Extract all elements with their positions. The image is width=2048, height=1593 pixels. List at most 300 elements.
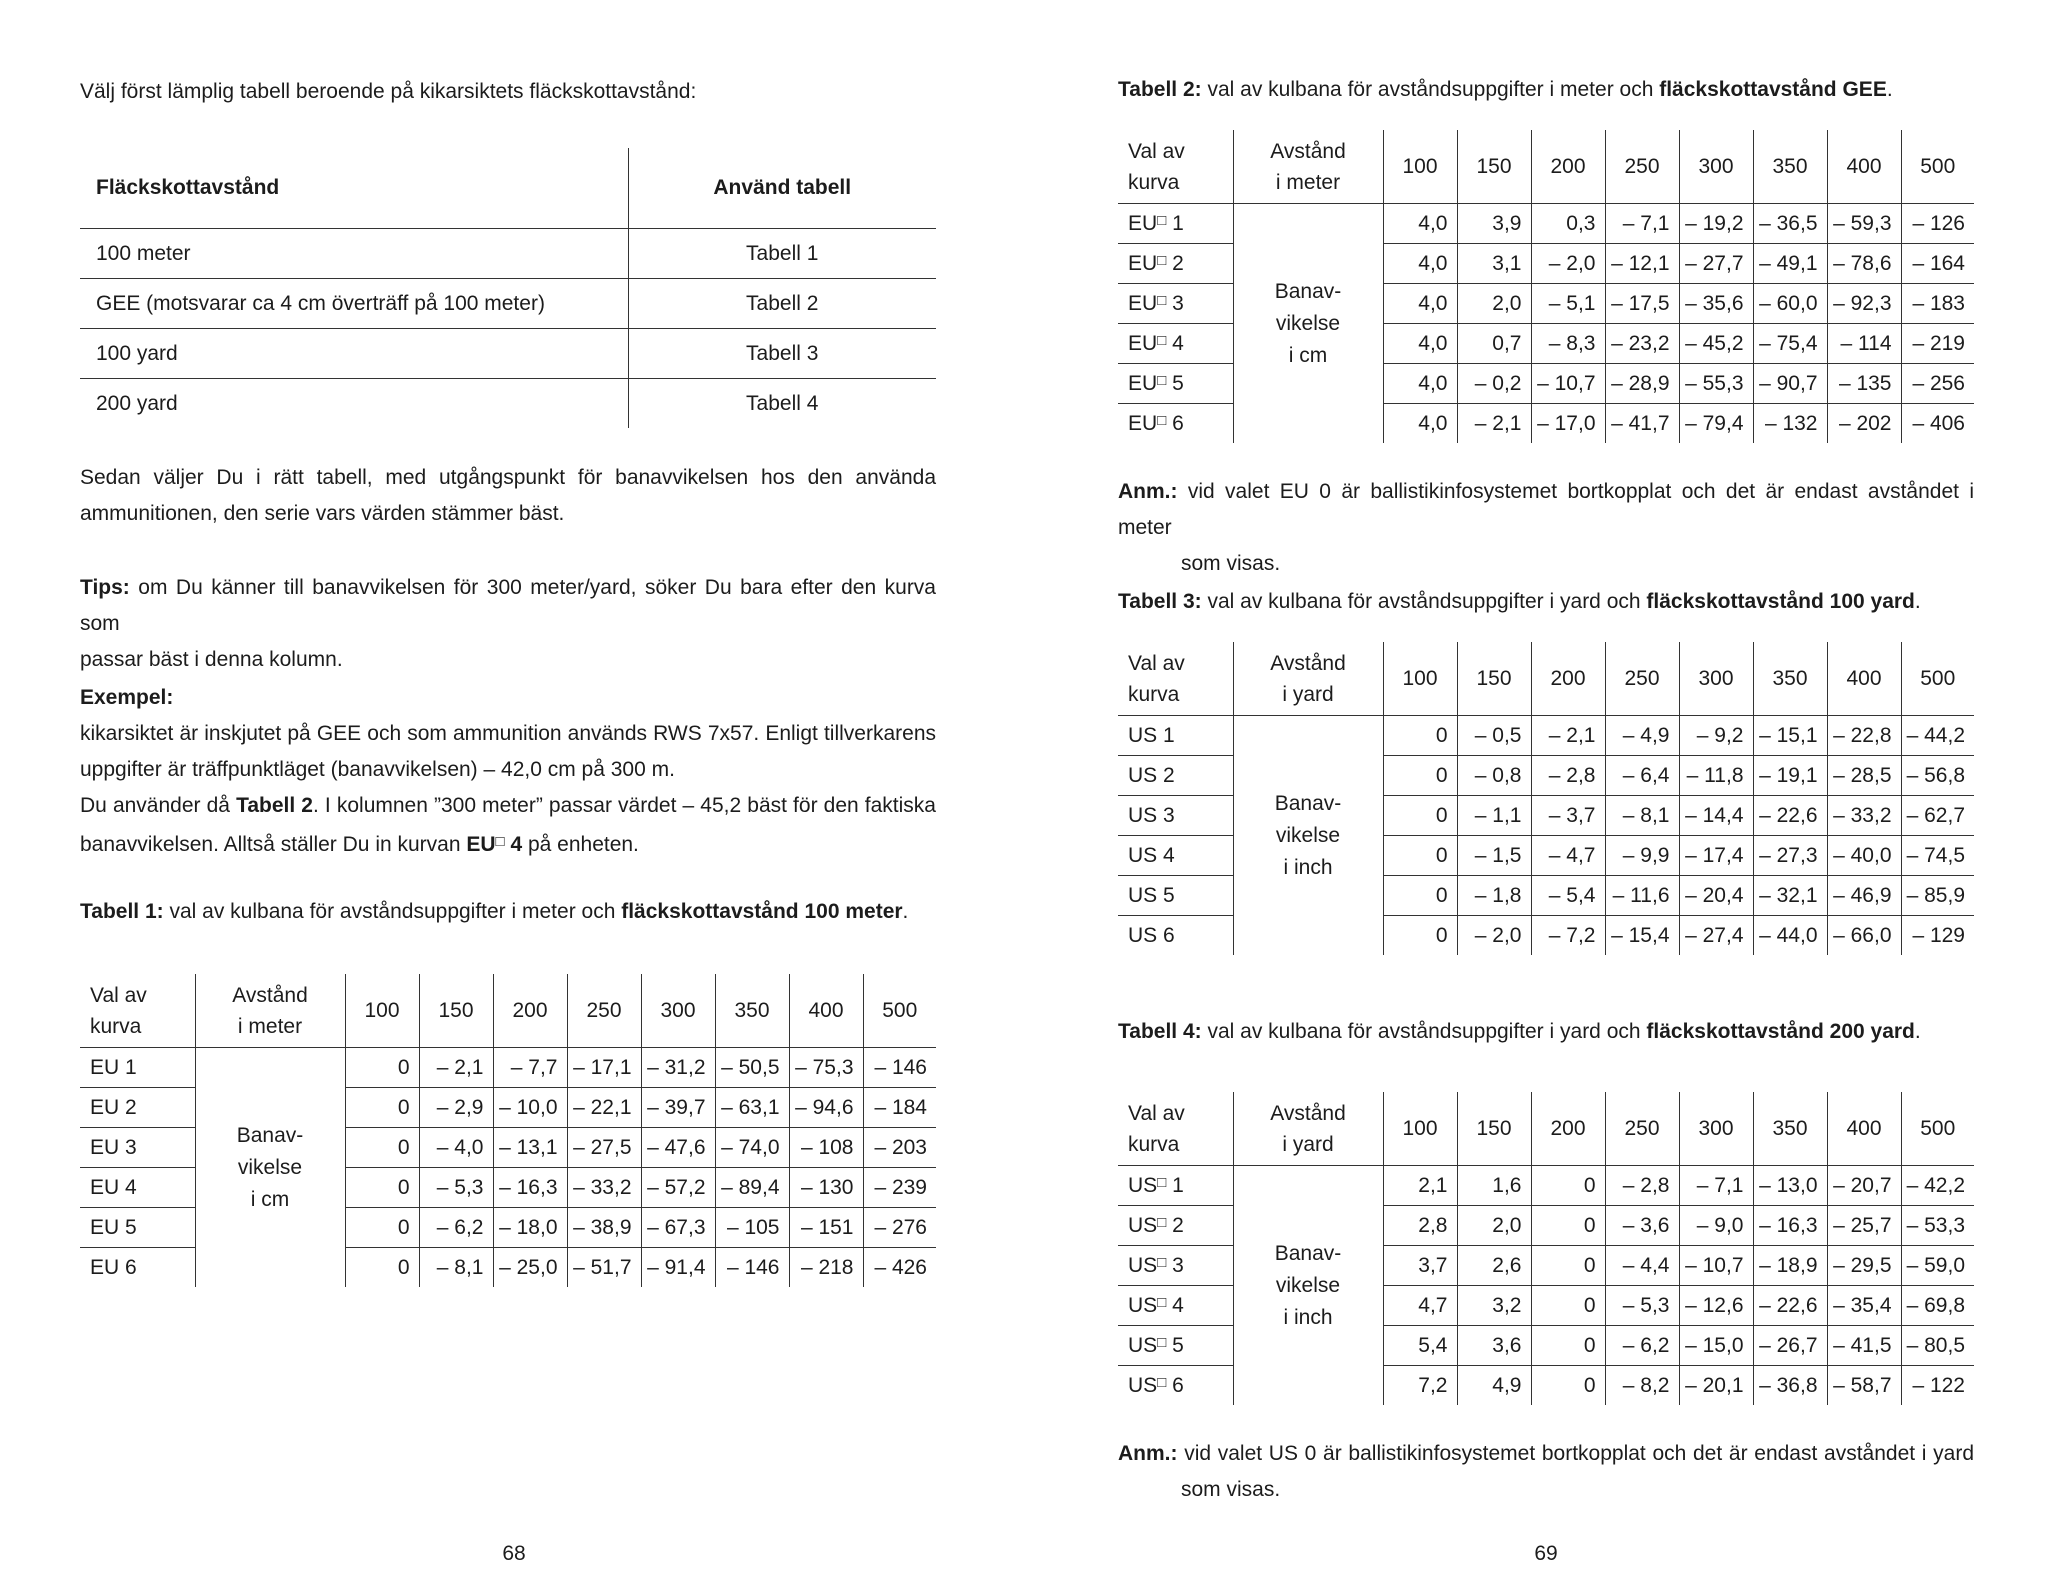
table-cell: – 15,4 — [1605, 916, 1679, 956]
table-cell: – 10,0 — [493, 1088, 567, 1128]
table-cell: – 203 — [863, 1128, 936, 1168]
table-cell: 3,7 — [1383, 1246, 1457, 1286]
table-cell: – 4,0 — [419, 1128, 493, 1168]
table-cell: – 4,9 — [1605, 716, 1679, 756]
tips-paragraph — [80, 570, 936, 678]
choice-table-ref: Tabell 4 — [628, 379, 936, 429]
curve-number: 4 — [504, 833, 523, 856]
curve-number: 5 — [1166, 371, 1184, 395]
table-cell: – 9,2 — [1679, 716, 1753, 756]
table-cell: – 20,4 — [1679, 876, 1753, 916]
anm1-line-2: som visas. — [1181, 552, 1281, 575]
table-row — [1118, 1166, 1974, 1206]
curve-prefix: US 6 — [1128, 923, 1175, 947]
choice-row — [80, 329, 936, 379]
table-cell: – 132 — [1753, 404, 1827, 444]
header-distance-line: i meter — [1275, 170, 1341, 194]
header-distance-value: 100 — [1383, 130, 1457, 204]
example-line-1: kikarsiktet är inskjutet på GEE och som ammunition används RWS 7x57. Enligt tillverkarens — [80, 722, 936, 745]
curve-label — [1118, 876, 1233, 916]
table-cell: – 10,7 — [1531, 364, 1605, 404]
table-row — [1118, 716, 1974, 756]
table-cell: – 39,7 — [641, 1088, 715, 1128]
curve-number: 2 — [1166, 251, 1184, 275]
header-distance-value: 150 — [1457, 642, 1531, 716]
table-cell: – 19,1 — [1753, 756, 1827, 796]
curve-label — [1118, 284, 1233, 324]
table-cell: – 15,1 — [1753, 716, 1827, 756]
header-distance-value: 400 — [1827, 1092, 1901, 1166]
sedan-line-1: Sedan väljer Du i rätt tabell, med utgångspunkt för banavvikelsen hos den använda — [80, 466, 936, 489]
header-distance-value: 250 — [1605, 642, 1679, 716]
intro-text: Välj först lämplig tabell beroende på kikarsiktets fläckskottavstånd: — [80, 80, 697, 103]
table-cell: – 20,7 — [1827, 1166, 1901, 1206]
table-cell: – 33,2 — [1827, 796, 1901, 836]
table-cell: – 69,8 — [1901, 1286, 1974, 1326]
curve-label — [1118, 1366, 1233, 1406]
table-cell: – 57,2 — [641, 1168, 715, 1208]
table-cell: – 11,6 — [1605, 876, 1679, 916]
header-distance-value: 100 — [1383, 1092, 1457, 1166]
table-cell: – 60,0 — [1753, 284, 1827, 324]
table-cell: – 4,4 — [1605, 1246, 1679, 1286]
choice-distance: 100 yard — [80, 329, 628, 379]
table-cell: – 22,6 — [1753, 1286, 1827, 1326]
table-cell: – 63,1 — [715, 1088, 789, 1128]
header-distance-value: 250 — [567, 974, 641, 1048]
table-cell: – 5,3 — [1605, 1286, 1679, 1326]
table-cell: 2,1 — [1383, 1166, 1457, 1206]
header-distance-value: 500 — [1901, 642, 1974, 716]
square-symbol-icon: □ — [1157, 1373, 1167, 1391]
curve-label — [1118, 204, 1233, 244]
curve-label — [1118, 1326, 1233, 1366]
sedan-line-2: ammunitionen, den serie vars värden stämmer bäst. — [80, 502, 565, 525]
header-distance-value: 350 — [1753, 642, 1827, 716]
table-header-row — [1118, 642, 1974, 716]
square-symbol-icon: □ — [1157, 1213, 1167, 1231]
note-text: vid valet EU 0 är ballistikinfosystemet bortkopplat och det är endast avståndet i meter — [1118, 480, 1974, 539]
header-distance-value: 300 — [641, 974, 715, 1048]
table-cell: – 22,8 — [1827, 716, 1901, 756]
table-cell: – 74,5 — [1901, 836, 1974, 876]
note-text: vid valet US 0 är ballistikinfosystemet bortkopplat och det är endast avståndet i yard — [1177, 1442, 1974, 1465]
table-cell: – 426 — [863, 1248, 936, 1288]
header-distance — [1233, 130, 1383, 204]
table-cell: 0 — [1531, 1326, 1605, 1366]
table-cell: – 27,4 — [1679, 916, 1753, 956]
curve-label — [80, 1088, 195, 1128]
table-cell: 3,1 — [1457, 244, 1531, 284]
unit-label-line: i cm — [250, 1187, 290, 1211]
table-cell: – 12,1 — [1605, 244, 1679, 284]
table-cell: – 59,0 — [1901, 1246, 1974, 1286]
table-cell: 0 — [1383, 716, 1457, 756]
header-distance-line: i yard — [1282, 1132, 1334, 1156]
sedan-paragraph — [80, 460, 936, 532]
caption-text: val av kulbana för avståndsuppgifter i meter och — [163, 900, 622, 923]
table-cell: – 25,7 — [1827, 1206, 1901, 1246]
table-cell: 4,0 — [1383, 204, 1457, 244]
table-cell: – 26,7 — [1753, 1326, 1827, 1366]
square-symbol-icon: □ — [1157, 251, 1167, 269]
table-cell: – 27,5 — [567, 1128, 641, 1168]
table-cell: – 8,3 — [1531, 324, 1605, 364]
table-cell: – 38,9 — [567, 1208, 641, 1248]
table-cell: 3,2 — [1457, 1286, 1531, 1326]
table-cell: – 1,8 — [1457, 876, 1531, 916]
table-cell: – 90,7 — [1753, 364, 1827, 404]
caption-text: val av kulbana för avståndsuppgifter i yard och — [1201, 1020, 1647, 1043]
table-cell: 0 — [345, 1128, 419, 1168]
header-distance-value: 250 — [1605, 1092, 1679, 1166]
table-cell: – 2,1 — [1531, 716, 1605, 756]
table-cell: 4,0 — [1383, 244, 1457, 284]
table-cell: 0 — [1531, 1286, 1605, 1326]
curve-prefix: US — [1128, 1253, 1158, 1277]
header-distance-value: 100 — [1383, 642, 1457, 716]
table-cell: – 18,0 — [493, 1208, 567, 1248]
curve-prefix: EU 6 — [90, 1255, 137, 1279]
curve-number: 1 — [1166, 1173, 1184, 1197]
curve-prefix: US — [1128, 1173, 1158, 1197]
right-page — [1118, 0, 1974, 1593]
example-bold-table: Tabell 2 — [236, 794, 313, 817]
caption-bold: fläckskottavstånd 100 yard — [1646, 590, 1915, 613]
curve-number: 4 — [1166, 331, 1184, 355]
header-distance-value: 350 — [715, 974, 789, 1048]
table-cell: – 44,2 — [1901, 716, 1974, 756]
example-text: . I kolumnen ”300 meter” passar värdet – 45,2 bäst för den faktiska — [312, 794, 936, 817]
table-cell: – 135 — [1827, 364, 1901, 404]
table-cell: – 85,9 — [1901, 876, 1974, 916]
table-cell: – 3,6 — [1605, 1206, 1679, 1246]
choice-distance: 200 yard — [96, 391, 178, 415]
table-cell: – 114 — [1827, 324, 1901, 364]
table-cell: – 51,7 — [567, 1248, 641, 1288]
table-cell: 0,3 — [1531, 204, 1605, 244]
table-cell: – 56,8 — [1901, 756, 1974, 796]
curve-label — [1118, 404, 1233, 444]
example-bold-curve — [466, 833, 522, 856]
choice-head-table: Använd tabell — [628, 148, 936, 229]
table-cell: – 31,2 — [641, 1048, 715, 1088]
table-cell: – 91,4 — [641, 1248, 715, 1288]
square-symbol-icon: □ — [1157, 1173, 1167, 1191]
square-symbol-icon: □ — [1157, 371, 1167, 389]
header-distance-value: 200 — [1531, 130, 1605, 204]
header-distance-value: 350 — [1753, 130, 1827, 204]
caption-period: . — [1914, 590, 1921, 613]
header-curve — [1118, 642, 1233, 716]
curve-prefix: US — [1128, 1213, 1158, 1237]
table-cell: 2,8 — [1383, 1206, 1457, 1246]
header-distance — [1233, 1092, 1383, 1166]
square-symbol-icon: □ — [495, 833, 505, 850]
table-cell: 0 — [1383, 796, 1457, 836]
table-cell: – 8,2 — [1605, 1366, 1679, 1406]
anm1-note — [1118, 474, 1974, 582]
square-symbol-icon: □ — [1157, 211, 1167, 229]
table-cell: – 13,1 — [493, 1128, 567, 1168]
header-curve-line: Val av — [1128, 651, 1185, 675]
page-number: 68 — [502, 1542, 526, 1565]
square-symbol-icon: □ — [1157, 1253, 1167, 1271]
table-cell: – 126 — [1901, 204, 1974, 244]
table-cell: – 9,9 — [1605, 836, 1679, 876]
table-cell: – 74,0 — [715, 1128, 789, 1168]
caption-text: val av kulbana för avståndsuppgifter i meter och — [1201, 78, 1660, 101]
example-text: Du använder då — [80, 794, 237, 817]
caption-label: Tabell 2: — [1118, 78, 1202, 101]
table-cell: – 94,6 — [789, 1088, 863, 1128]
curve-prefix: EU — [1128, 211, 1158, 235]
header-distance-line: Avstånd — [1270, 139, 1346, 163]
table-cell: – 129 — [1901, 916, 1974, 956]
unit-label-line: vikelse — [1275, 1273, 1341, 1297]
header-curve-line: kurva — [1128, 170, 1180, 194]
caption-label: Tabell 1: — [80, 900, 164, 923]
curve-label — [1118, 716, 1233, 756]
table-cell: – 40,0 — [1827, 836, 1901, 876]
table-cell: – 58,7 — [1827, 1366, 1901, 1406]
header-distance-value: 400 — [1827, 130, 1901, 204]
caption-text: val av kulbana för avståndsuppgifter i yard och — [1201, 590, 1647, 613]
table-cell: – 89,4 — [715, 1168, 789, 1208]
header-distance-value: 500 — [1901, 1092, 1974, 1166]
curve-label — [1118, 1286, 1233, 1326]
square-symbol-icon: □ — [1157, 1293, 1167, 1311]
example-paragraph — [80, 680, 936, 863]
header-distance-value: 100 — [345, 974, 419, 1048]
curve-prefix: US 5 — [1128, 883, 1175, 907]
curve-prefix: EU 5 — [90, 1215, 137, 1239]
table-cell: – 9,0 — [1679, 1206, 1753, 1246]
header-distance-value: 500 — [863, 974, 936, 1048]
table-cell: 7,2 — [1383, 1366, 1457, 1406]
header-curve — [1118, 1092, 1233, 1166]
table-cell: 3,6 — [1457, 1326, 1531, 1366]
header-distance-value: 300 — [1679, 642, 1753, 716]
anm2-line-2: som visas. — [1181, 1478, 1281, 1501]
table-cell: 2,0 — [1457, 1206, 1531, 1246]
table-cell: – 8,1 — [419, 1248, 493, 1288]
table-cell: – 183 — [1901, 284, 1974, 324]
table-cell: – 27,3 — [1753, 836, 1827, 876]
table-cell: – 2,1 — [1457, 404, 1531, 444]
table-cell: – 44,0 — [1753, 916, 1827, 956]
table-cell: – 2,9 — [419, 1088, 493, 1128]
table-cell: – 2,0 — [1457, 916, 1531, 956]
unit-label — [1233, 716, 1383, 956]
table-cell: – 7,1 — [1605, 204, 1679, 244]
unit-label-line: Banav- — [1274, 279, 1342, 303]
table-cell: 4,0 — [1383, 404, 1457, 444]
table-cell: – 219 — [1901, 324, 1974, 364]
table-cell: – 7,2 — [1531, 916, 1605, 956]
table-cell: 2,0 — [1457, 284, 1531, 324]
tabell4-caption — [1118, 1014, 1974, 1050]
table-cell: – 406 — [1901, 404, 1974, 444]
tabell2-table — [1118, 130, 1974, 443]
header-curve — [1118, 130, 1233, 204]
table-cell: – 239 — [863, 1168, 936, 1208]
curve-label — [1118, 756, 1233, 796]
note-label: Anm.: — [1118, 480, 1178, 503]
example-text: banavvikelsen. Alltså ställer Du in kurvan — [80, 833, 467, 856]
table-cell: 0 — [1531, 1246, 1605, 1286]
unit-label-line: vikelse — [1275, 823, 1341, 847]
table-cell: 0 — [1531, 1366, 1605, 1406]
caption-period: . — [1914, 1020, 1921, 1043]
table-cell: – 19,2 — [1679, 204, 1753, 244]
choice-table-header — [80, 148, 936, 229]
example-heading: Exempel: — [80, 686, 174, 709]
curve-prefix: US 3 — [1128, 803, 1175, 827]
table-cell: – 23,2 — [1605, 324, 1679, 364]
header-curve — [80, 974, 195, 1048]
table-cell: – 5,1 — [1531, 284, 1605, 324]
tabell2-caption — [1118, 72, 1974, 108]
table-cell: 4,9 — [1457, 1366, 1531, 1406]
curve-label — [1118, 244, 1233, 284]
header-distance-line: i meter — [237, 1014, 303, 1038]
header-curve-line: kurva — [1128, 1132, 1180, 1156]
table-cell: – 1,1 — [1457, 796, 1531, 836]
table-cell: – 75,4 — [1753, 324, 1827, 364]
header-curve-line: Val av — [1128, 1101, 1185, 1125]
tips-line-2: passar bäst i denna kolumn. — [80, 648, 343, 671]
caption-bold: fläckskottavstånd 100 meter — [621, 900, 903, 923]
curve-label — [1118, 916, 1233, 956]
unit-label-line: i inch — [1283, 855, 1333, 879]
table-cell: 0 — [1383, 876, 1457, 916]
table-cell: – 46,9 — [1827, 876, 1901, 916]
table-cell: – 18,9 — [1753, 1246, 1827, 1286]
table-cell: – 108 — [789, 1128, 863, 1168]
header-distance-value: 400 — [1827, 642, 1901, 716]
unit-label-line: Banav- — [1274, 791, 1342, 815]
curve-number: 4 — [1166, 1293, 1184, 1317]
header-distance — [195, 974, 345, 1048]
curve-number: 3 — [1166, 1253, 1184, 1277]
table-cell: – 276 — [863, 1208, 936, 1248]
unit-label-line: Banav- — [1274, 1241, 1342, 1265]
table-cell: – 22,1 — [567, 1088, 641, 1128]
choice-table — [80, 148, 936, 428]
table-cell: – 15,0 — [1679, 1326, 1753, 1366]
table-cell: – 6,4 — [1605, 756, 1679, 796]
header-distance-line: Avstånd — [1270, 651, 1346, 675]
table-cell: – 146 — [715, 1248, 789, 1288]
choice-head-distance: Fläckskottavstånd — [80, 148, 628, 229]
table-cell: 4,7 — [1383, 1286, 1457, 1326]
table-row — [80, 1048, 936, 1088]
table-cell: – 79,4 — [1679, 404, 1753, 444]
square-symbol-icon: □ — [1157, 411, 1167, 429]
header-distance-value: 200 — [1531, 1092, 1605, 1166]
table-cell: – 32,1 — [1753, 876, 1827, 916]
curve-label — [1118, 364, 1233, 404]
table-cell: – 0,8 — [1457, 756, 1531, 796]
table-cell: – 36,8 — [1753, 1366, 1827, 1406]
table-cell: 5,4 — [1383, 1326, 1457, 1366]
header-distance-value: 150 — [1457, 130, 1531, 204]
left-page — [80, 0, 936, 1593]
square-symbol-icon: □ — [1157, 291, 1167, 309]
table-cell: – 2,1 — [419, 1048, 493, 1088]
table-cell: – 92,3 — [1827, 284, 1901, 324]
choice-table-ref: Tabell 2 — [628, 279, 936, 329]
table-cell: – 14,4 — [1679, 796, 1753, 836]
table-cell: – 256 — [1901, 364, 1974, 404]
table-cell: 0 — [345, 1048, 419, 1088]
table-cell: – 7,1 — [1679, 1166, 1753, 1206]
anm2-note — [1118, 1436, 1974, 1508]
table-cell: – 41,7 — [1605, 404, 1679, 444]
header-distance-value: 150 — [1457, 1092, 1531, 1166]
table-cell: – 53,3 — [1901, 1206, 1974, 1246]
table-cell: – 5,3 — [419, 1168, 493, 1208]
table-cell: 0 — [1383, 916, 1457, 956]
caption-bold: fläckskottavstånd 200 yard — [1646, 1020, 1915, 1043]
table-cell: – 151 — [789, 1208, 863, 1248]
anm2-line-1 — [1118, 1436, 1974, 1472]
tabell4-table — [1118, 1092, 1974, 1405]
table-cell: – 10,7 — [1679, 1246, 1753, 1286]
header-distance-value: 500 — [1901, 130, 1974, 204]
header-curve-line: Val av — [1128, 139, 1185, 163]
header-curve-line: kurva — [90, 1014, 142, 1038]
curve-prefix: EU — [1128, 371, 1158, 395]
curve-number: 3 — [1166, 291, 1184, 315]
tips-line-1 — [80, 570, 936, 642]
unit-label-line: Banav- — [236, 1123, 304, 1147]
table-cell: 1,6 — [1457, 1166, 1531, 1206]
curve-number: 2 — [1166, 1213, 1184, 1237]
table-cell: 0 — [345, 1208, 419, 1248]
curve-prefix: US 4 — [1128, 843, 1175, 867]
table-cell: – 12,6 — [1679, 1286, 1753, 1326]
table-cell: – 0,5 — [1457, 716, 1531, 756]
curve-label — [80, 1168, 195, 1208]
table-cell: – 42,2 — [1901, 1166, 1974, 1206]
unit-label-line: i cm — [1288, 343, 1328, 367]
table-cell: – 202 — [1827, 404, 1901, 444]
table-cell: – 22,6 — [1753, 796, 1827, 836]
tips-text: om Du känner till banavvikelsen för 300 meter/yard, söker Du bara efter den kurva som — [80, 576, 936, 635]
header-distance — [1233, 642, 1383, 716]
table-cell: – 16,3 — [493, 1168, 567, 1208]
table-cell: – 75,3 — [789, 1048, 863, 1088]
curve-prefix: EU 2 — [90, 1095, 137, 1119]
header-distance-line: i yard — [1282, 682, 1334, 706]
table-cell: 0 — [345, 1088, 419, 1128]
header-curve-line: Val av — [90, 983, 147, 1007]
table-cell: – 8,1 — [1605, 796, 1679, 836]
table-cell: – 146 — [863, 1048, 936, 1088]
curve-prefix: US — [1128, 1373, 1158, 1397]
table-cell: – 35,6 — [1679, 284, 1753, 324]
example-text: på enheten. — [522, 833, 639, 856]
curve-number: 5 — [1166, 1333, 1184, 1357]
table-cell: – 28,9 — [1605, 364, 1679, 404]
table-cell: – 0,2 — [1457, 364, 1531, 404]
header-distance-value: 150 — [419, 974, 493, 1048]
caption-period: . — [1886, 78, 1893, 101]
table-cell: – 17,1 — [567, 1048, 641, 1088]
curve-label — [80, 1048, 195, 1088]
